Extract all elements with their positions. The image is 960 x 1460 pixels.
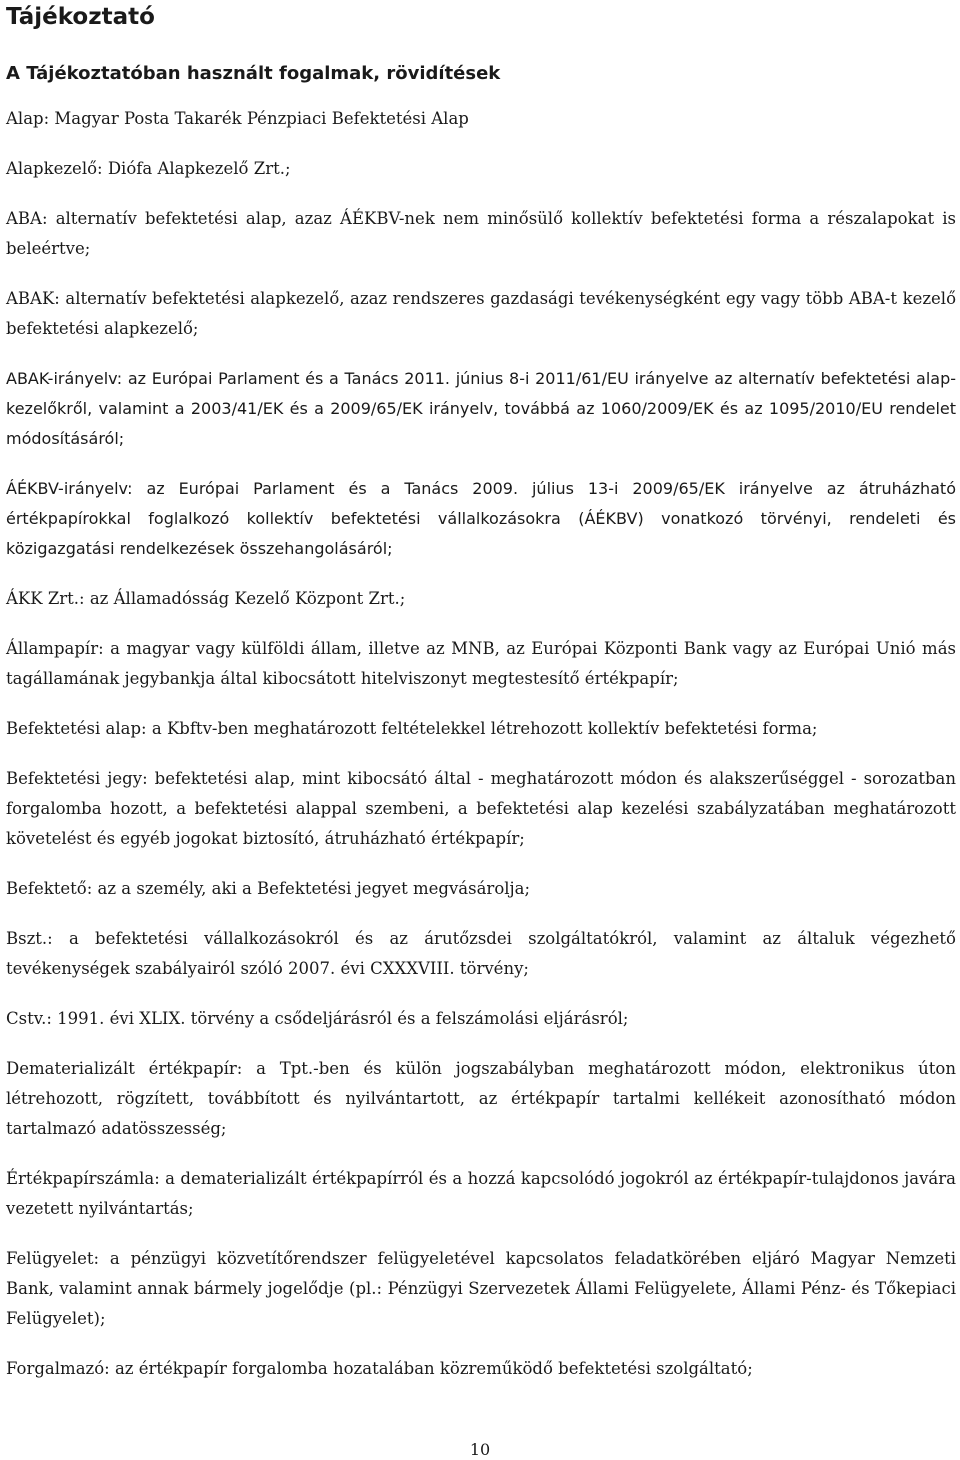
definition-entry: Értékpapírszámla: a dematerializált értékpapírról és a hozzá kapcsolódó jogokról az értékpapír-tulajdonos javára vezetett nyilvántartás; <box>6 1169 956 1218</box>
definition-entry: Állampapír: a magyar vagy külföldi állam, illetve az MNB, az Európai Központi Bank vagy az Európai Unió más tagállamának jegybankja által kibocsátott hitelviszonyt megtestesítő értékpapír; <box>6 639 956 688</box>
definition-entry: Befektető: az a személy, aki a Befektetési jegyet megvásárolja; <box>6 879 531 898</box>
definition-entry: ABAK-irányelv: az Európai Parlament és a Tanács 2011. június 8-i 2011/61/EU irányelve az alternatív befektetési alap-kezelőkről, valamint a 2003/41/EK és a 2009/65/EK irányelv, továbbá az 1060/2009/EK és az 1095/2010/EU rendelet módosításáról; <box>6 369 956 448</box>
definition-entry: Befektetési jegy: befektetési alap, mint kibocsátó által - meghatározott módon és alakszerűséggel - sorozatban forgalomba hozott, a befektetési alappal szembeni, a befektetési alap kezelési szabályzatában meghatározott követelést és egyéb jogokat biztosító, átruházható értékpapír; <box>6 769 956 848</box>
document-page <box>6 0 956 1404</box>
document-title: Tájékoztató <box>6 4 155 30</box>
definitions-list <box>6 104 956 1384</box>
section-heading: A Tájékoztatóban használt fogalmak, rövidítések <box>6 63 501 84</box>
definition-entry: Dematerializált értékpapír: a Tpt.-ben és külön jogszabályban meghatározott módon, elektronikus úton létrehozott, rögzített, továbbított és nyilvántartott, az értékpapír tartalmi kellékeit azonosítható módon tartalmazó adatösszesség; <box>6 1059 956 1138</box>
definition-entry: ÁKK Zrt.: az Államadósság Kezelő Központ Zrt.; <box>6 589 406 608</box>
page-number: 10 <box>469 1440 491 1459</box>
definition-entry: Bszt.: a befektetési vállalkozásokról és az árutőzsdei szolgáltatókról, valamint az általuk végezhető tevékenységek szabályairól szóló 2007. évi CXXXVIII. törvény; <box>6 929 956 978</box>
definition-entry: Alapkezelő: Diófa Alapkezelő Zrt.; <box>6 159 291 178</box>
definition-entry: ÁÉKBV-irányelv: az Európai Parlament és a Tanács 2009. július 13-i 2009/65/EK irányelve az átruházható értékpapírokkal foglalkozó kollektív befektetési vállalkozásokra (ÁÉKBV) vonatkozó törvényi, rendeleti és közigazgatási rendelkezések összehangolásáról; <box>6 479 956 558</box>
definition-entry: Forgalmazó: az értékpapír forgalomba hozatalában közreműködő befektetési szolgáltató; <box>6 1359 753 1378</box>
definition-entry: Felügyelet: a pénzügyi közvetítőrendszer felügyeletével kapcsolatos feladatkörében eljáró Magyar Nemzeti Bank, valamint annak bármely jogelődje (pl.: Pénzügyi Szervezetek Állami Felügyelete, Állami Pénz- és Tőkepiaci Felügyelet); <box>6 1249 956 1328</box>
definition-entry: ABA: alternatív befektetési alap, azaz ÁÉKBV-nek nem minősülő kollektív befektetési forma a részalapokat is beleértve; <box>6 209 956 258</box>
definition-entry: Befektetési alap: a Kbftv-ben meghatározott feltételekkel létrehozott kollektív befektetési forma; <box>6 719 818 738</box>
definition-entry: Alap: Magyar Posta Takarék Pénzpiaci Befektetési Alap <box>6 109 469 128</box>
definition-entry: Cstv.: 1991. évi XLIX. törvény a csődeljárásról és a felszámolási eljárásról; <box>6 1009 629 1028</box>
definition-entry: ABAK: alternatív befektetési alapkezelő, azaz rendszeres gazdasági tevékenységként egy vagy több ABA-t kezelő befektetési alapkezelő; <box>6 289 956 338</box>
